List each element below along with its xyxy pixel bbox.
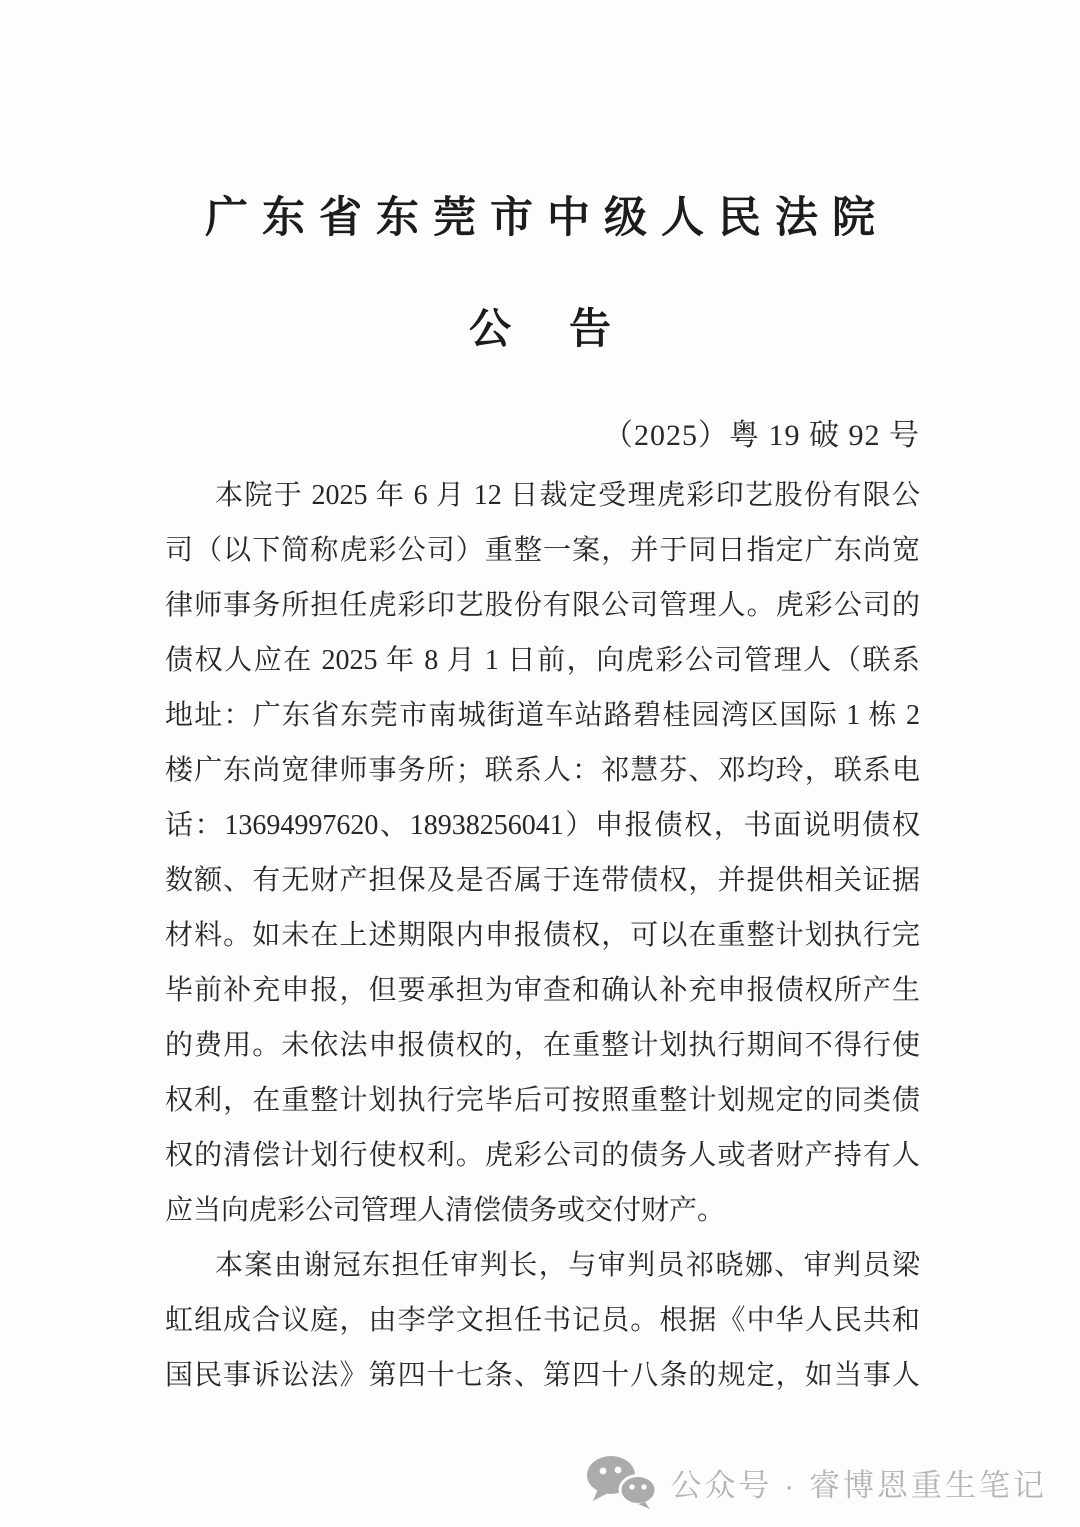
- body-line: 的费用。未依法申报债权的，在重整计划执行期间不得行使: [165, 1030, 920, 1061]
- body-line: 材料。如未在上述期限内申报债权，可以在重整计划执行完: [165, 920, 920, 951]
- wechat-watermark: [584, 1455, 1047, 1509]
- announcement-title: 公告: [468, 307, 669, 353]
- body-line: 应当向虎彩公司管理人清偿债务或交付财产。: [165, 1195, 726, 1226]
- watermark-label: 公众号 · 睿博恩重生笔记: [670, 1467, 1047, 1503]
- body-line: 债权人应在 2025 年 8 月 1 日前，向虎彩公司管理人（联系: [165, 645, 920, 676]
- wechat-icon: [584, 1455, 658, 1509]
- body-line: 毕前补充申报，但要承担为审查和确认补充申报债权所产生: [165, 975, 920, 1006]
- body-line: 虹组成合议庭，由李学文担任书记员。根据《中华人民共和: [165, 1305, 920, 1336]
- court-name-title: 广东省东莞市中级人民法院: [205, 195, 889, 242]
- body-line: 本院于 2025 年 6 月 12 日裁定受理虎彩印艺股份有限公: [215, 480, 920, 511]
- body-line: 地址：广东省东莞市南城街道车站路碧桂园湾区国际 1 栋 2: [165, 700, 920, 731]
- body-line: 数额、有无财产担保及是否属于连带债权，并提供相关证据: [165, 865, 920, 896]
- body-line: 国民事诉讼法》第四十七条、第四十八条的规定，如当事人: [165, 1360, 920, 1391]
- case-number: （2025）粤 19 破 92 号: [603, 419, 920, 452]
- body-line: 律师事务所担任虎彩印艺股份有限公司管理人。虎彩公司的: [165, 590, 920, 621]
- body-line: 话：13694997620、18938256041）申报债权，书面说明债权: [165, 810, 920, 841]
- body-line: 权利，在重整计划执行完毕后可按照重整计划规定的同类债: [165, 1085, 920, 1116]
- body-line: 楼广东尚宽律师事务所；联系人：祁慧芬、邓均玲，联系电: [165, 755, 920, 786]
- body-line: 本案由谢冠东担任审判长，与审判员祁晓娜、审判员梁: [215, 1250, 920, 1281]
- announcement-body: [165, 468, 920, 1403]
- body-line: 司（以下简称虎彩公司）重整一案，并于同日指定广东尚宽: [165, 535, 920, 566]
- body-line: 权的清偿计划行使权利。虎彩公司的债务人或者财产持有人: [165, 1140, 920, 1171]
